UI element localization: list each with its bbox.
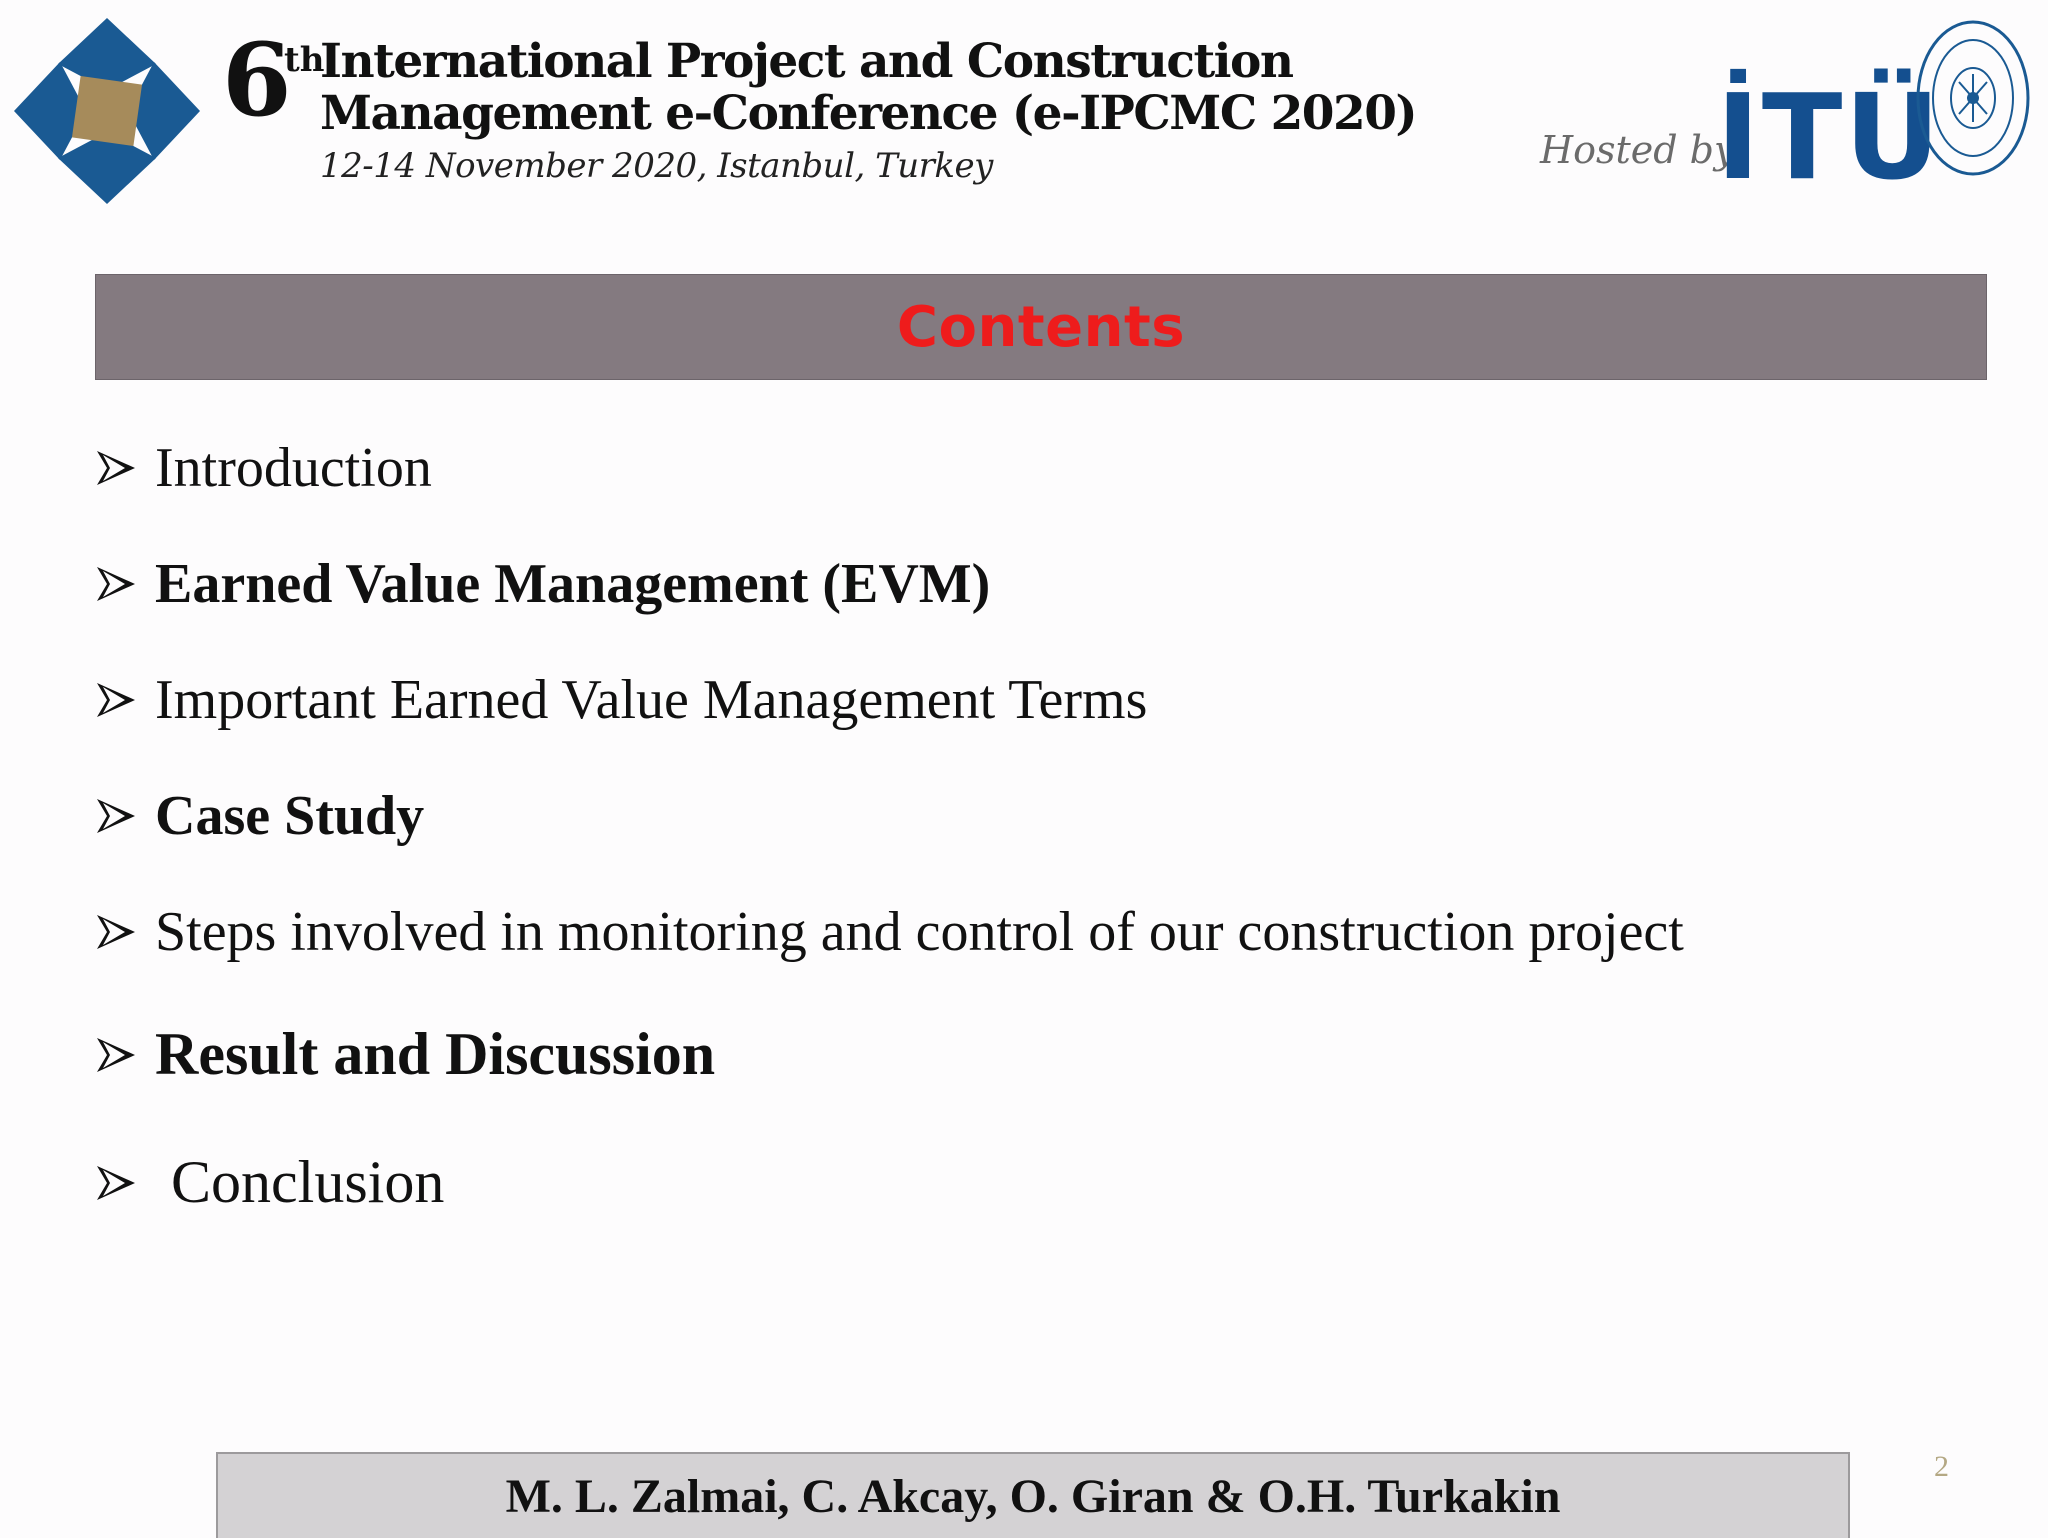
conference-title-line2: Management e-Conference (e-IPCMC 2020) bbox=[320, 86, 1417, 141]
arrow-bullet-icon bbox=[95, 447, 137, 489]
authors-text: M. L. Zalmai, C. Akcay, O. Giran & O.H. Turkakin bbox=[505, 1469, 1561, 1523]
authors-footer bbox=[216, 1452, 1850, 1538]
list-item-results bbox=[95, 1020, 715, 1089]
conference-date-location: 12-14 November 2020, Istanbul, Turkey bbox=[320, 146, 993, 186]
list-item-label: Case Study bbox=[155, 785, 425, 847]
list-item-evm bbox=[95, 552, 990, 616]
arrow-bullet-icon bbox=[95, 1162, 137, 1204]
arrow-bullet-icon bbox=[95, 679, 137, 721]
list-item-label: Introduction bbox=[155, 437, 432, 499]
list-item-label: Steps involved in monitoring and control of our construction project bbox=[155, 901, 1684, 963]
arrow-bullet-icon bbox=[95, 795, 137, 837]
list-item-label: Conclusion bbox=[171, 1149, 445, 1215]
arrow-bullet-icon bbox=[95, 911, 137, 953]
list-item-evm-terms bbox=[95, 668, 1147, 732]
page-number: 2 bbox=[1934, 1450, 1949, 1483]
contents-list bbox=[95, 0, 1945, 1300]
conference-title-line1: International Project and Construction bbox=[320, 34, 1293, 89]
list-item-label: Result and Discussion bbox=[155, 1021, 716, 1087]
edition-number: 6 bbox=[222, 21, 292, 139]
edition-suffix: th bbox=[284, 40, 325, 80]
list-item-conclusion bbox=[95, 1148, 444, 1217]
itu-wordmark: İTÜ bbox=[1716, 68, 1943, 206]
arrow-bullet-icon bbox=[95, 563, 137, 605]
list-item-case-study bbox=[95, 784, 424, 848]
list-item-steps bbox=[95, 900, 1684, 964]
hosted-by-label: Hosted by bbox=[1540, 128, 1736, 172]
list-item-label: Earned Value Management (EVM) bbox=[155, 553, 991, 615]
slide-title: Contents bbox=[896, 294, 1186, 360]
list-item-label: Important Earned Value Management Terms bbox=[155, 669, 1148, 731]
arrow-bullet-icon bbox=[95, 1034, 137, 1076]
list-item-introduction bbox=[95, 436, 432, 500]
